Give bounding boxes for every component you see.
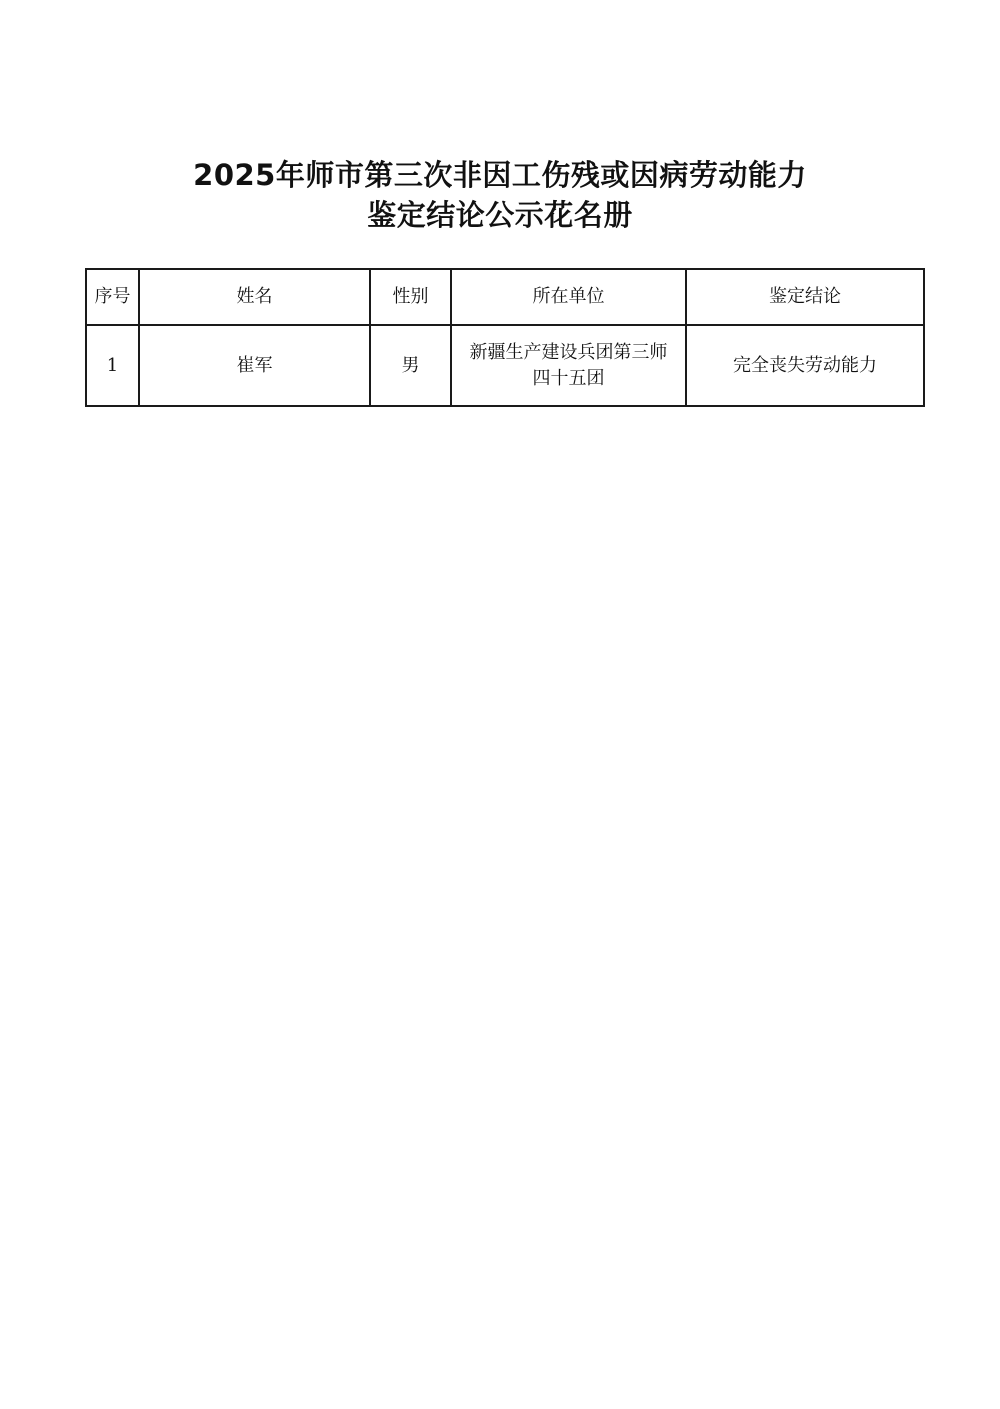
header-name: 姓名 <box>139 269 370 325</box>
table-row <box>86 325 924 406</box>
title-line-1: 2025年师市第三次非因工伤残或因病劳动能力 <box>193 158 807 192</box>
title-line-2: 鉴定结论公示花名册 <box>367 198 633 232</box>
cell-seq: 1 <box>86 325 139 406</box>
header-gender: 性别 <box>370 269 451 325</box>
cell-result: 完全丧失劳动能力 <box>686 325 924 406</box>
roster-table <box>85 268 925 407</box>
cell-unit-line-2: 四十五团 <box>532 367 605 389</box>
header-seq: 序号 <box>86 269 139 325</box>
header-result: 鉴定结论 <box>686 269 924 325</box>
cell-gender: 男 <box>370 325 451 406</box>
table-header-row <box>86 269 924 325</box>
cell-unit-line-1: 新疆生产建设兵团第三师 <box>469 341 668 363</box>
cell-name: 崔军 <box>139 325 370 406</box>
document-title <box>0 155 1000 235</box>
header-unit: 所在单位 <box>451 269 686 325</box>
cell-unit <box>451 325 686 406</box>
